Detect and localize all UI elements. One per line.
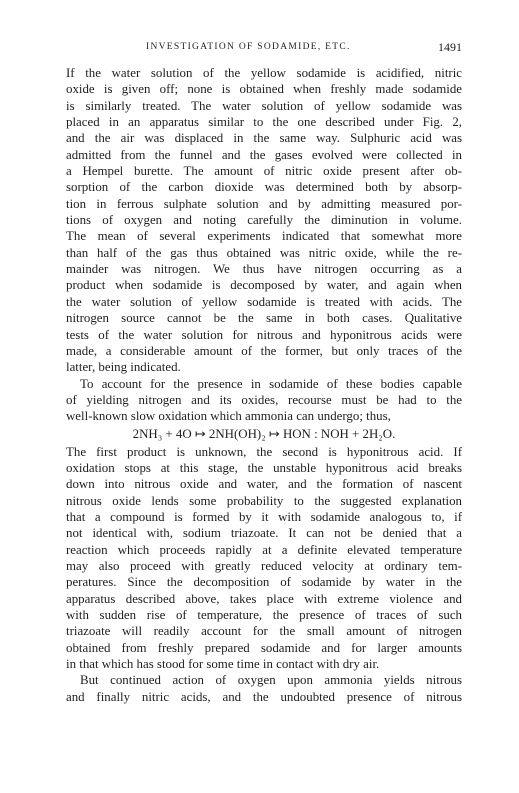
text-line: If the water solution of the yellow sodamide is acidified, nitric: [66, 66, 462, 80]
text-line: latter, being indicated.: [66, 360, 181, 375]
text-line: To account for the presence in sodamide of these bodies capable: [80, 376, 462, 391]
text-line: oxide is given off; none is obtained when freshly made sodamide: [66, 82, 462, 97]
text-line: made, a considerable amount of the former, but only traces of the: [66, 343, 462, 358]
text-line: in that which has stood for some time in contact with dry air.: [66, 657, 380, 672]
text-line: placed in an apparatus similar to the one described under Fig. 2,: [66, 115, 462, 130]
text-line: well-known slow oxidation which ammonia can undergo; thus,: [66, 409, 391, 424]
text-line: is similarly treated. The water solution of yellow sodamide was: [66, 98, 462, 113]
text-line: nitrous oxide lends some probability to the suggested explanation: [66, 493, 462, 508]
text-line: not identical with, sodium triazoate. It can not be denied that a: [66, 526, 462, 541]
text-line: admitted from the funnel and the gases evolved were collected in: [66, 147, 462, 162]
text-line: reaction which proceeds rapidly at a definite elevated temperature: [66, 542, 462, 557]
text-line: product when sodamide is decomposed by water, and again when: [66, 278, 462, 293]
text-line: nitrogen source cannot be the same in both cases. Qualitative: [66, 311, 462, 326]
page-number: 1491: [438, 40, 462, 54]
text-line: triazoate will readily account for the small amount of nitrogen: [66, 624, 462, 639]
text-line: oxidation stops at this stage, the unstable hyponitrous acid breaks: [66, 460, 462, 475]
page-header: [66, 40, 462, 54]
running-head: INVESTIGATION OF SODAMIDE, ETC.: [146, 42, 351, 52]
text-line: of yielding nitrogen and its oxides, recourse must be had to the: [66, 392, 462, 407]
text-line: obtained from freshly prepared sodamide and for larger amounts: [66, 640, 462, 655]
text-line: tion in ferrous sulphate solution and by admitting measured por-: [66, 196, 462, 211]
text-line: down into nitrous oxide and water, and the formation of nascent: [66, 477, 462, 492]
body-text: [66, 65, 462, 705]
text-line: than half of the gas thus obtained was nitric oxide, while the re-: [66, 245, 462, 260]
text-line: tests of the water solution for nitrous and hyponitrous acids were: [66, 327, 462, 342]
text-line: apparatus described above, takes place with extreme violence and: [66, 591, 462, 606]
text-line: The mean of several experiments indicated that somewhat more: [66, 229, 462, 244]
text-line: with sudden rise of temperature, the presence of traces of such: [66, 608, 462, 622]
text-line: mainder was nitrogen. We thus have nitrogen occurring as a: [66, 262, 462, 277]
text-line: The first product is unknown, the second is hyponitrous acid. If: [66, 444, 462, 459]
text-line: that a compound is formed by it with sodamide analogous to, if: [66, 509, 462, 524]
text-line: and the air was displaced in the same way. Sulphuric acid was: [66, 131, 462, 146]
text-line: sorption of the carbon dioxide was determined both by absorp-: [66, 180, 462, 195]
text-line: But continued action of oxygen upon ammonia yields nitrous: [80, 673, 462, 688]
chemical-equation: 2NH₃ + 4O ↦ 2NH(OH)₂ ↦ HON : NOH + 2H₂O.: [132, 426, 396, 441]
text-line: a Hempel burette. The amount of nitric oxide present after ob-: [66, 164, 462, 179]
text-line: tions of oxygen and noting carefully the diminution in volume.: [66, 213, 462, 228]
text-line: and finally nitric acids, and the undoubted presence of nitrous: [66, 689, 462, 704]
text-line: may also proceed with greatly reduced velocity at ordinary tem-: [66, 558, 462, 573]
text-line: peratures. Since the decomposition of sodamide by water in the: [66, 575, 462, 590]
text-line: the water solution of yellow sodamide is treated with acids. The: [66, 294, 462, 309]
